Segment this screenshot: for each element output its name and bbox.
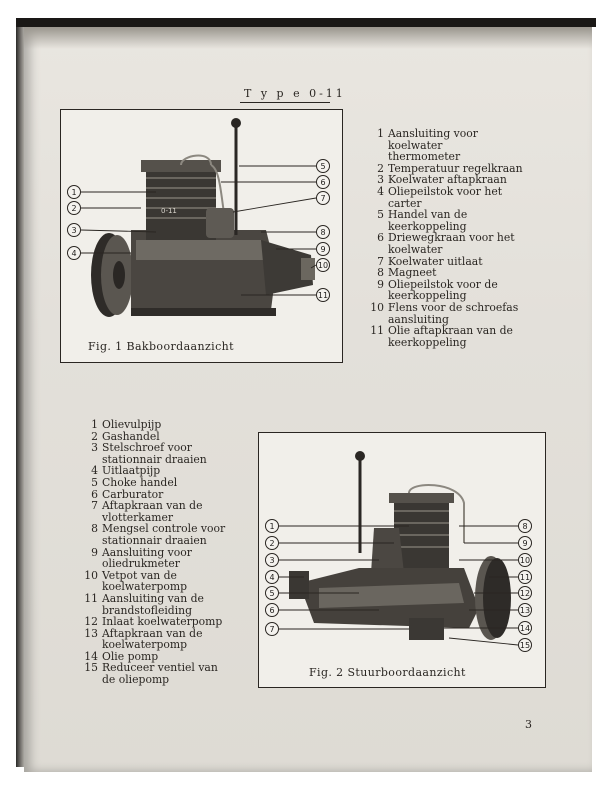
legend-text: Aftapkraan van de (102, 626, 203, 640)
legend-text: Oliepeilstok voor de (388, 277, 498, 291)
legend-text: keerkoppeling (388, 289, 467, 303)
legend-number: 4 (91, 464, 98, 478)
legend-number: 8 (377, 266, 384, 280)
legend-number: 12 (84, 615, 98, 629)
legend-text: brandstofleiding (102, 603, 193, 617)
figure-1-caption: Fig. 1 Bakboordaanzicht (88, 340, 234, 353)
page-shadow (24, 27, 592, 49)
fig2-callout-number: 15 (519, 641, 531, 650)
fig2-callout-1 (266, 520, 410, 533)
legend-text: koelwater (388, 242, 443, 256)
fig2-callout-number: 6 (269, 606, 275, 615)
fig2-callout-number: 11 (519, 573, 531, 582)
legend-number: 2 (377, 161, 384, 175)
fig2-callout-4 (266, 571, 305, 584)
legend-number: 3 (91, 441, 98, 455)
legend-text: Aftapkraan van de (102, 499, 203, 513)
legend-text: Vetpot van de (102, 568, 177, 582)
legend-number: 3 (377, 173, 384, 187)
engine-plate-label: 0-11 (161, 207, 177, 215)
fig2-callout-number: 12 (519, 589, 531, 598)
legend-text: Reduceer ventiel van (102, 661, 218, 675)
fig2-callout-13 (469, 604, 532, 617)
fig1-callout-number: 4 (71, 249, 77, 258)
legend-item (84, 674, 225, 686)
legend-text: Koelwater uitlaat (388, 254, 483, 268)
legend-text: Olievulpijp (102, 418, 162, 431)
legend-number: 10 (84, 568, 98, 582)
scan-top-edge (16, 18, 596, 27)
legend-text: de oliepomp (102, 673, 170, 687)
fig2-callout-number: 2 (269, 539, 275, 548)
fig1-callout-number: 11 (317, 291, 329, 300)
fig2-callout-number: 13 (519, 606, 531, 615)
fig1-callout-7 (233, 192, 330, 213)
fig1-callout-number: 6 (320, 178, 326, 187)
legend-text: Aansluiting van de (102, 591, 204, 605)
legend-text: Olie aftapkraan van de (388, 324, 513, 338)
fig1-callout-10 (311, 259, 330, 272)
legend-text: Olie pomp (102, 649, 159, 663)
fig2-callout-6 (266, 604, 380, 617)
legend-number: 9 (91, 545, 98, 559)
legend-text: stationnair draaien (102, 533, 207, 547)
legend-text: Stelschroef voor (102, 441, 192, 455)
figure-1-callouts (61, 110, 342, 362)
fig2-callout-10 (459, 554, 532, 567)
legend-text: koelwaterpomp (102, 580, 188, 594)
legend-number: 9 (377, 277, 384, 291)
fig1-callout-number: 7 (320, 194, 326, 203)
fig2-callout-number: 9 (522, 539, 528, 548)
legend-number: 11 (84, 591, 98, 605)
fig1-callout-number: 3 (71, 226, 77, 235)
fig2-callout-number: 4 (269, 573, 275, 582)
fig1-callout-4 (68, 247, 132, 260)
page-number: 3 (525, 718, 532, 731)
legend-text: keerkoppeling (388, 335, 467, 349)
legend-text: Magneet (388, 266, 437, 280)
legend-text: aansluiting (388, 312, 449, 326)
legend-number: 6 (377, 231, 384, 245)
fig2-callout-12 (474, 587, 532, 600)
fig2-callout-number: 7 (269, 625, 275, 634)
fig1-callout-number: 10 (317, 261, 329, 270)
legend-text: carter (388, 196, 422, 210)
legend-text: Temperatuur regelkraan (388, 161, 523, 175)
legend-number: 2 (91, 429, 98, 443)
fig1-callout-8 (261, 226, 330, 239)
legend-text: koelwaterpomp (102, 638, 188, 652)
legend-number: 6 (91, 487, 98, 501)
legend-text: Aansluiting voor (102, 545, 192, 559)
fig2-callout-number: 14 (519, 624, 531, 633)
legend-text: Gashandel (102, 429, 160, 443)
legend-text: Driewegkraan voor het (388, 231, 515, 245)
fig1-callout-11 (241, 289, 330, 302)
fig1-callout-6 (221, 176, 330, 189)
fig2-callout-11 (489, 571, 532, 584)
legend-text: koelwater (388, 138, 443, 152)
fig2-callout-8 (459, 520, 532, 533)
fig2-callout-number: 1 (269, 522, 275, 531)
figure-1-frame (60, 109, 343, 363)
legend-number: 5 (377, 208, 384, 222)
fig2-callout-9 (464, 537, 532, 550)
title-underline (240, 102, 330, 103)
fig1-callout-number: 2 (71, 204, 77, 213)
legend-number: 7 (91, 499, 98, 513)
fig2-callout-7 (266, 623, 410, 636)
legend-text: Uitlaatpijp (102, 464, 161, 478)
fig1-callout-number: 8 (320, 228, 326, 237)
legend-text: Koelwater aftapkraan (388, 173, 507, 187)
legend-text: vlotterkamer (102, 510, 174, 524)
figure-2-frame (258, 432, 546, 688)
legend-number: 7 (377, 254, 384, 268)
fig2-callout-14 (444, 622, 532, 635)
legend-text: oliedrukmeter (102, 557, 180, 571)
fig2-callout-2 (266, 537, 395, 550)
legend-text: Oliepeilstok voor het (388, 184, 503, 198)
fig2-callout-number: 10 (519, 556, 531, 565)
legend-number: 1 (91, 418, 98, 431)
legend-number: 1 (377, 127, 384, 140)
fig1-callout-5 (239, 160, 330, 173)
legend-text: Mengsel controle voor (102, 522, 226, 536)
legend-text: Inlaat koelwaterpomp (102, 615, 223, 629)
fig2-callout-5 (266, 587, 360, 600)
fig2-callout-15 (449, 638, 532, 652)
fig2-callout-3 (266, 554, 380, 567)
fig1-callout-3 (68, 224, 157, 237)
legend-text: keerkoppeling (388, 219, 467, 233)
figure-1-legend (370, 128, 523, 348)
page-title: T y p e 0-11 (244, 87, 346, 100)
legend-text: Choke handel (102, 475, 178, 489)
legend-text: Aansluiting voor (388, 127, 478, 140)
figure-2-caption: Fig. 2 Stuurboordaanzicht (309, 666, 466, 679)
legend-text: Handel van de (388, 208, 468, 222)
legend-text: Carburator (102, 487, 164, 501)
fig2-callout-number: 5 (269, 589, 275, 598)
legend-number: 11 (370, 324, 384, 338)
legend-number: 5 (91, 475, 98, 489)
fig1-callout-number: 5 (320, 162, 326, 171)
legend-number: 13 (84, 626, 98, 640)
legend-number: 8 (91, 522, 98, 536)
legend-number: 15 (84, 661, 98, 675)
fig1-callout-9 (276, 243, 330, 256)
fig1-callout-number: 1 (71, 188, 77, 197)
legend-number: 4 (377, 184, 384, 198)
legend-text: Flens voor de schroefas (388, 300, 519, 314)
legend-text: stationnair draaien (102, 452, 207, 466)
fig1-callout-2 (68, 202, 142, 215)
legend-item (370, 337, 523, 349)
fig2-callout-number: 3 (269, 556, 275, 565)
legend-text: thermometer (388, 150, 461, 164)
figure-2-legend (84, 419, 225, 686)
legend-number: 14 (84, 649, 98, 663)
fig1-callout-number: 9 (320, 245, 326, 254)
fig1-callout-1 (68, 186, 157, 199)
legend-number: 10 (370, 300, 384, 314)
figure-2-callouts (259, 433, 545, 687)
fig2-callout-number: 8 (522, 522, 528, 531)
